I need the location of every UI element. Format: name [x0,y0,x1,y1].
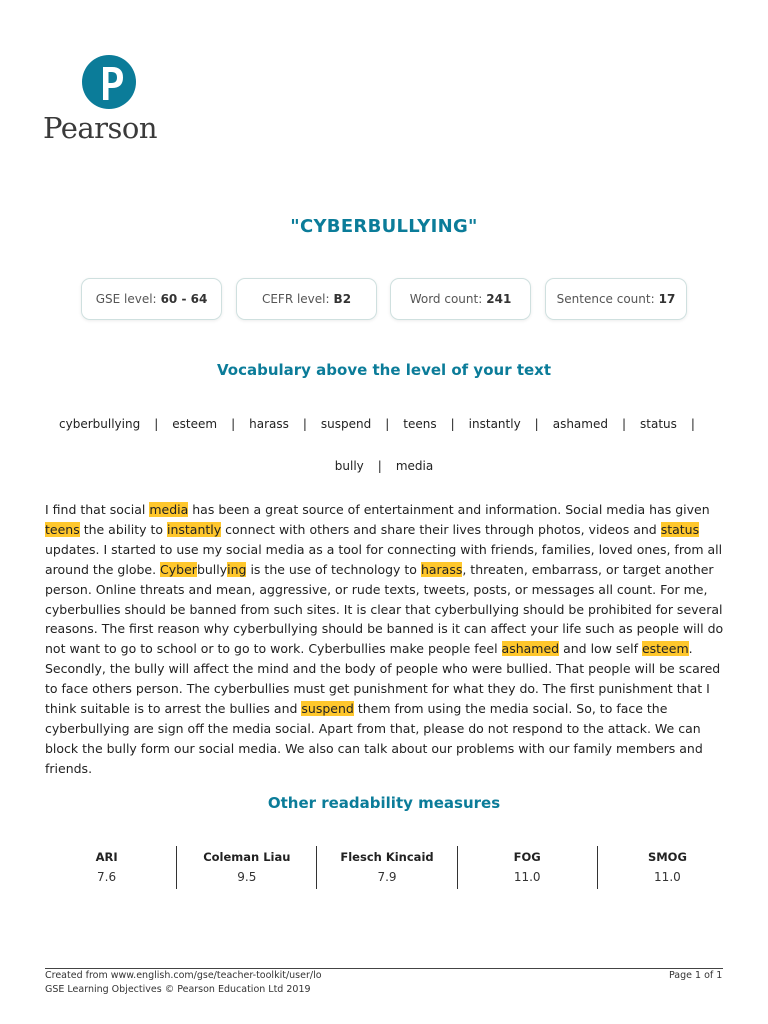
measure-value: 9.5 [237,870,257,884]
vocab-word: harass [249,417,289,431]
vocab-separator: | [621,417,627,431]
readability-measure [37,846,176,889]
measure-name: Flesch Kincaid [340,850,434,864]
vocab-separator: | [690,417,695,431]
vocabulary-list-row [0,459,768,473]
readability-heading: Other readability measures [267,794,501,812]
vocab-separator: | [154,417,159,431]
measure-value: 7.6 [97,870,117,884]
highlighted-vocab-word: harass [420,561,463,577]
cefr-level-value: B2 [333,292,352,306]
highlighted-vocab-word: status [660,521,700,537]
sentence-count-badge [545,278,687,320]
footer-divider [45,968,723,969]
footer-page-number: Page 1 of 1 [669,970,723,981]
vocab-word: status [640,417,677,431]
highlighted-vocab-word: Cyber [160,561,197,577]
cefr-level-label: CEFR level: [261,292,330,306]
gse-level-value: 60 - 64 [160,292,208,306]
readability-measure [457,846,597,889]
gse-level-badge [81,278,222,320]
vocab-word: bully [334,459,364,473]
vocab-separator: | [302,417,307,431]
vocab-word: ashamed [552,417,608,431]
measure-value: 11.0 [654,870,681,884]
pearson-p-icon [82,55,136,109]
gse-level-label: GSE level: [95,292,157,306]
measure-name: Coleman Liau [203,850,291,864]
readability-measure [176,846,316,889]
highlighted-vocab-word: ashamed [501,641,560,657]
vocab-word: cyberbullying [59,417,141,431]
highlighted-vocab-word: suspend [301,701,354,717]
pearson-wordmark: Pearson [43,111,158,145]
word-count-badge [390,278,531,320]
footer-source: Created from www.english.com/gse/teacher-toolkit/user/lo [45,970,322,981]
readability-measure [316,846,456,889]
readability-measures-table [37,846,737,889]
vocabulary-list-row [0,417,768,431]
highlighted-vocab-word: media [149,502,189,517]
measure-name: SMOG [647,850,687,864]
vocab-separator: | [377,459,382,473]
measure-name: ARI [95,850,118,864]
highlighted-vocab-word: esteem [641,641,689,657]
pearson-logo [43,55,183,147]
sentence-count-label: Sentence count: [556,292,655,306]
highlighted-vocab-word: instantly [167,521,222,537]
vocab-separator: | [385,417,390,431]
vocab-separator: | [450,417,455,431]
vocab-word: media [395,459,434,473]
vocab-word: teens [403,417,437,431]
readability-measure [597,846,737,889]
highlighted-vocab-word: ing [227,561,247,577]
measure-value: 11.0 [513,870,541,884]
vocab-separator: | [534,417,539,431]
measure-name: FOG [513,850,541,864]
vocabulary-heading: Vocabulary above the level of your text [216,361,552,379]
essay-text: I find that social media has been a great source of entertainment and information. Social media has given teens the ability to instantly connect with others and share their lives through photos, videos and status updates. I started to use my social media as a tool for connecting with friends, families, loved ones, from all around the globe. Cyberbullying is the use of technology to harass, threaten, embarrass, or target another person. Online threats and mean, aggressive, or rude texts, tweets, posts, or messages all count. For me, cyberbullies should be banned from such sites. It is clear that cyberbullying should be prohibited for several reasons. The first reason why cyberbullying should be banned is it can affect your life such as people will do not want to go to school or to go to work. Cyberbullies make people feel ashamed and low self esteem. Secondly, the bully will affect the mind and the body of people who were bullied. That people will be scared to face others person. The cyberbullies must get punishment for what they do. The first punishment that I think suitable is to arrest the bullies and suspend them from using the media social. So, to face the cyberbullying are sign off the media social. Apart from that, please do not respond to the attack. We can block the bully form our social media. We also can talk about our problems with our family members and friends. [45,502,724,776]
footer-copyright: GSE Learning Objectives © Pearson Education Ltd 2019 [45,984,311,995]
cefr-level-badge [236,278,377,320]
vocab-word: esteem [172,417,218,431]
vocab-separator: | [231,417,236,431]
measure-value: 7.9 [377,870,397,884]
vocab-word: suspend [320,417,372,431]
highlighted-vocab-word: teens [45,521,80,537]
word-count-value: 241 [486,292,512,306]
page-title: "CYBERBULLYING" [290,216,478,237]
word-count-label: Word count: [409,292,483,306]
sentence-count-value: 17 [658,292,676,306]
vocab-word: instantly [468,417,521,431]
